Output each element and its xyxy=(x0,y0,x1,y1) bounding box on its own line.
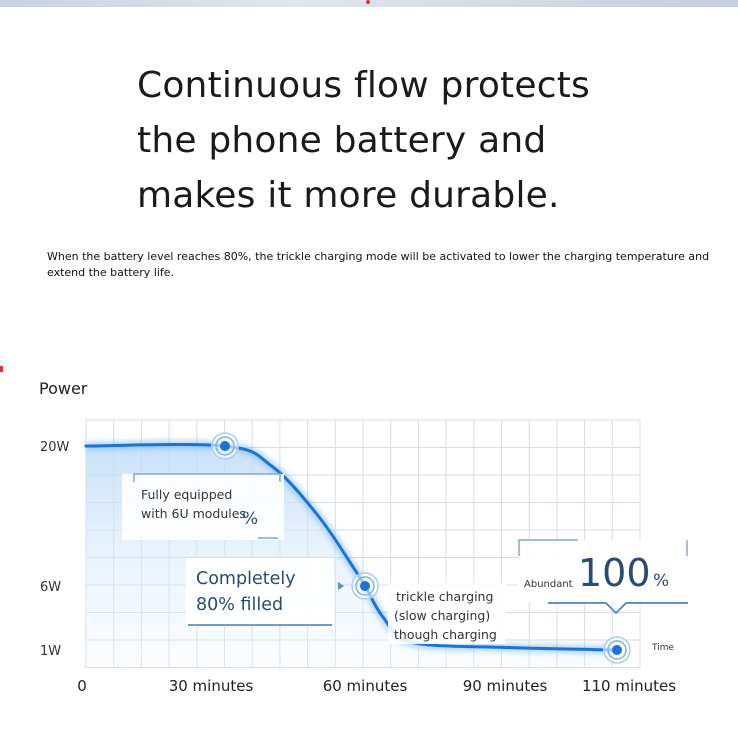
callout-fully-equipped-line1: Fully equipped xyxy=(141,487,233,502)
x-axis-title: Time xyxy=(652,643,675,653)
callout-fully-equipped xyxy=(122,474,284,540)
description-text: When the battery level reaches 80%, the trickle charging mode will be activated to lower the charging temperature and extend the battery life. xyxy=(47,250,710,279)
callout-abundant xyxy=(518,540,688,613)
callout-trickle-line3: though charging xyxy=(394,627,497,642)
callout-trickle-line1: trickle charging xyxy=(396,589,494,604)
callout-abundant-value: 100 xyxy=(578,551,651,595)
x-tick-label: 60 minutes xyxy=(322,677,408,695)
callout-completely-filled xyxy=(186,558,344,626)
callout-completely-line1: Completely xyxy=(196,569,296,589)
callout-fully-equipped-line2: with 6U modules xyxy=(141,506,246,521)
data-point-marker xyxy=(603,636,631,664)
x-tick-label: 30 minutes xyxy=(168,677,254,695)
y-axis-title: Power xyxy=(39,379,88,398)
callout-abundant-label: Abundant xyxy=(524,579,573,590)
x-tick-labels xyxy=(77,677,676,695)
y-tick-labels xyxy=(40,440,70,659)
callout-fully-equipped-pct: % xyxy=(242,509,259,529)
callout-trickle xyxy=(388,582,506,644)
y-tick-label: 6W xyxy=(40,580,62,595)
callout-abundant-pointer xyxy=(548,603,688,613)
headline-line-1: Continuous flow protects xyxy=(137,65,590,106)
data-point-marker xyxy=(351,572,379,600)
headline-line-2: the phone battery and xyxy=(137,120,547,161)
x-tick-label: 110 minutes xyxy=(581,677,677,695)
y-tick-label: 20W xyxy=(40,440,70,455)
headline-line-3: makes it more durable. xyxy=(137,175,560,216)
callout-completely-line2: 80% filled xyxy=(196,595,284,615)
y-tick-label: 1W xyxy=(40,644,62,659)
callout-abundant-pct: % xyxy=(653,571,670,591)
x-tick-label: 90 minutes xyxy=(462,677,548,695)
data-point-marker xyxy=(211,432,239,460)
callout-trickle-line2: (slow charging) xyxy=(394,608,491,623)
x-tick-label: 0 xyxy=(77,677,87,695)
